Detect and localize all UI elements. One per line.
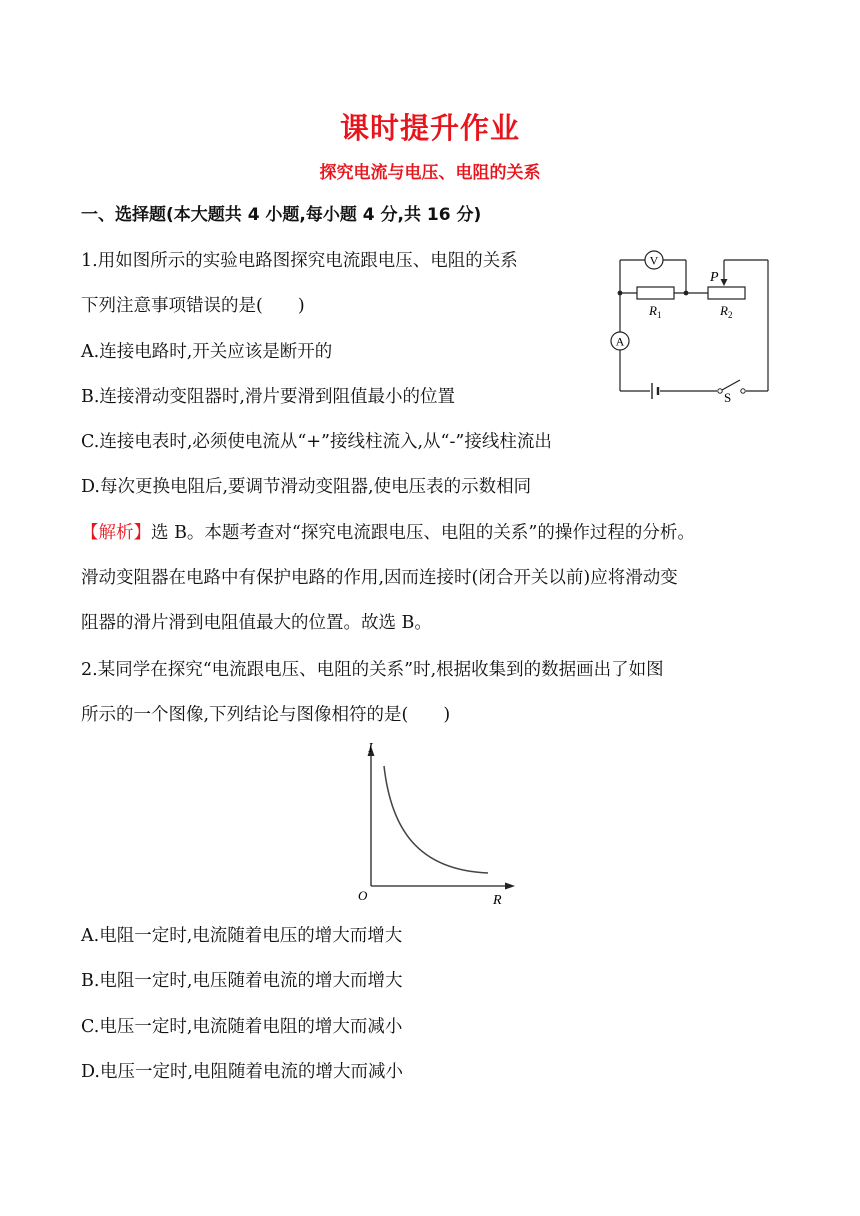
q1-stem-line1: 1.用如图所示的实验电路图探究电流跟电压、电阻的关系	[81, 251, 518, 271]
origin-label: O	[358, 888, 368, 903]
q2-option-c: C.电压一定时,电流随着电阻的增大而减小	[81, 1017, 403, 1037]
q2-stem-line2: 所示的一个图像,下列结论与图像相符的是( )	[81, 705, 451, 725]
q1-option-b: B.连接滑动变阻器时,滑片要滑到阻值最小的位置	[81, 387, 455, 407]
analysis-text: 选 B。本题考查对“探究电流跟电压、电阻的关系”的操作过程的分析。	[151, 523, 695, 543]
q1-analysis-line1	[81, 521, 695, 545]
q2-option-b: B.电阻一定时,电压随着电流的增大而增大	[81, 971, 403, 991]
q2-option-d: D.电压一定时,电阻随着电流的增大而减小	[81, 1062, 404, 1082]
inverse-curve	[384, 766, 488, 873]
ammeter-label: A	[615, 334, 625, 349]
circuit-diagram	[600, 244, 780, 404]
slider-label: P	[710, 270, 719, 285]
page-subtitle: 探究电流与电压、电阻的关系	[319, 163, 541, 183]
q1-option-d: D.每次更换电阻后,要调节滑动变阻器,使电压表的示数相同	[81, 477, 532, 497]
r1-label: $R_1$	[649, 303, 662, 320]
page-title: 课时提升作业	[339, 111, 520, 145]
r2-label: $R_2$	[720, 303, 733, 320]
section-heading: 一、选择题(本大题共 4 小题,每小题 4 分,共 16 分)	[81, 205, 482, 225]
switch-label: S	[724, 390, 732, 404]
y-axis-label: I	[368, 741, 373, 756]
q1-analysis-line2: 滑动变阻器在电路中有保护电路的作用,因而连接时(闭合开关以前)应将滑动变	[81, 568, 678, 588]
voltmeter-label: V	[649, 253, 659, 268]
ir-graph	[355, 738, 525, 908]
analysis-tag: 【解析】	[81, 523, 151, 543]
q1-option-c: C.连接电表时,必须使电流从“+”接线柱流入,从“-”接线柱流出	[81, 432, 552, 452]
q1-analysis-line3: 阻器的滑片滑到电阻值最大的位置。故选 B。	[81, 613, 432, 633]
q2-option-a: A.电阻一定时,电流随着电压的增大而增大	[81, 926, 403, 946]
q1-stem-line2: 下列注意事项错误的是( )	[81, 296, 305, 316]
switch-icon	[718, 389, 722, 393]
q1-option-a: A.连接电路时,开关应该是断开的	[81, 342, 333, 362]
x-axis-label: R	[493, 893, 502, 908]
q2-stem-line1: 2.某同学在探究“电流跟电压、电阻的关系”时,根据收集到的数据画出了如图	[81, 660, 664, 680]
